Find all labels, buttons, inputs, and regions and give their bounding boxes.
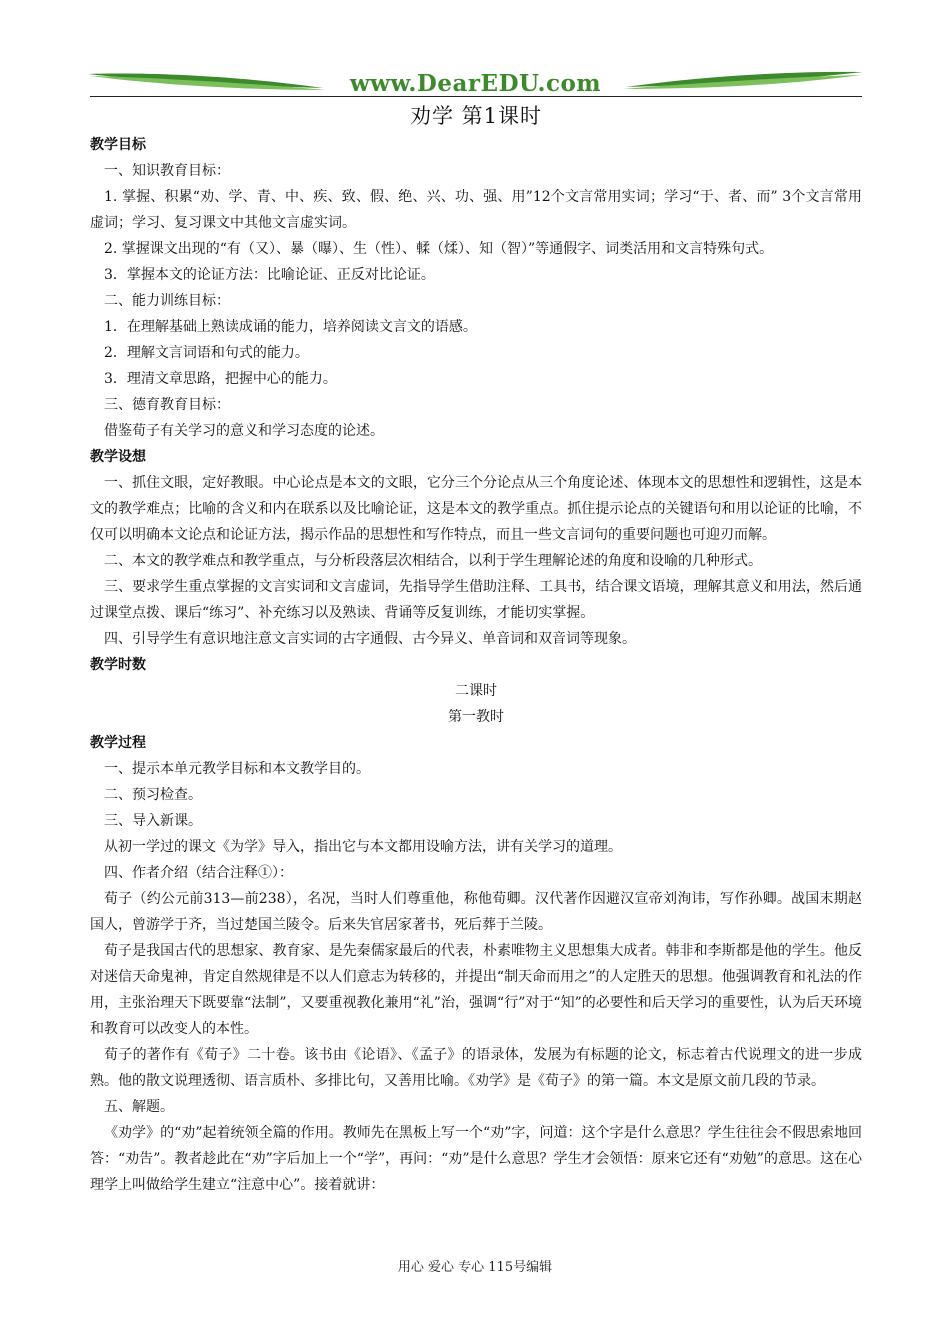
paragraph: 2．理解文言词语和句式的能力。 [104, 345, 309, 361]
header-rule [90, 96, 862, 97]
page-title: 劝学 第1课时 [409, 104, 543, 128]
page-footer: 用心 爱心 专心 115号编辑 [397, 1260, 553, 1275]
lesson-one-label: 第一教时 [448, 709, 504, 725]
paragraph: 四、作者介绍（结合注释①）： [104, 865, 293, 881]
site-logo[interactable]: www.DearEDU.com [349, 70, 602, 97]
paragraph: 二、预习检查。 [104, 787, 202, 803]
section-heading-process: 教学过程 [90, 735, 146, 751]
paragraph: 1. 掌握、积累“劝、学、青、中、疾、致、假、绝、兴、功、强、用”12个文言常用实词；学习“于、者、而” 3个文言常用虚词；学习、复习课文中其他文言虚实词。 [90, 189, 862, 231]
paragraph: 从初一学过的课文《为学》导入，指出它与本文都用设喻方法，讲有关学习的道理。 [104, 839, 622, 855]
section-heading-ideas: 教学设想 [90, 449, 146, 465]
paragraph: 五、解题。 [104, 1099, 174, 1115]
section-heading-goals: 教学目标 [90, 137, 146, 153]
paragraph: 四、引导学生有意识地注意文言实词的古字通假、古今异义、单音词和双音词等现象。 [104, 631, 636, 647]
paragraph: 1．在理解基础上熟读成诵的能力，培养阅读文言文的语感。 [104, 319, 477, 335]
paragraph: 借鉴荀子有关学习的意义和学习态度的论述。 [104, 423, 384, 439]
paragraph: 2. 掌握课文出现的“有（又）、暴（曝）、生（性）、輮（煣）、知（智）”等通假字、词类活用和文言特殊句式。 [104, 241, 774, 257]
paragraph: 3．掌握本文的论证方法：比喻论证、正反对比论证。 [104, 267, 435, 283]
paragraph: 荀子（约公元前313—前238），名况，当时人们尊重他，称他荀卿。汉代著作因避汉宣帝刘洵讳，写作孙卿。战国末期赵国人，曾游学于齐，当过楚国兰陵令。后来失官居家著书，死后葬于兰陵。 [90, 891, 862, 933]
paragraph: 3．理清文章思路，把握中心的能力。 [104, 371, 337, 387]
paragraph: 三、德育教育目标： [104, 397, 230, 413]
paragraph: 二、本文的教学难点和教学重点，与分析段落层次相结合，以利于学生理解论述的角度和设喻的几种形式。 [104, 553, 762, 569]
paragraph: 荀子的著作有《荀子》二十卷。该书由《论语》、《孟子》的语录体，发展为有标题的论文，标志着古代说理文的进一步成熟。他的散文说理透彻、语言质朴、多排比句，又善用比喻。《劝学》是《荀子》的第一篇。本文是原文前几段的节录。 [90, 1047, 862, 1089]
document-body [90, 100, 862, 1198]
paragraph: 一、抓住文眼，定好教眼。中心论点是本文的文眼，它分三个分论点从三个角度论述、体现本文的思想性和逻辑性，这是本文的教学难点；比喻的含义和内在联系以及比喻论证，这是本文的教学重点。抓住提示论点的关键语句和用以论证的比喻，不仅可以明确本文论点和论证方法，揭示作品的思想性和写作特点，而且一些文言词句的重要问题也可迎刃而解。 [90, 475, 862, 543]
paragraph: 一、提示本单元教学目标和本文教学目的。 [104, 761, 370, 777]
section-heading-hours: 教学时数 [90, 657, 146, 673]
paragraph: 三、要求学生重点掌握的文言实词和文言虚词，先指导学生借助注释、工具书，结合课文语境，理解其意义和用法，然后通过课堂点拨、课后“练习”、补充练习以及熟读、背诵等反复训练，才能切实掌握。 [90, 579, 862, 621]
paragraph: 一、知识教育目标： [104, 163, 230, 179]
paragraph: 荀子是我国古代的思想家、教育家、是先秦儒家最后的代表，朴素唯物主义思想集大成者。韩非和李斯都是他的学生。他反对迷信天命鬼神，肯定自然规律是不以人们意志为转移的，并提出“制天命而用之”的人定胜天的思想。他强调教育和礼法的作用，主张治理天下既要靠“法制”，又要重视教化兼用“礼”治，强调“行”对于“知”的必要性和后天学习的重要性，认为后天环境和教育可以改变人的本性。 [90, 943, 862, 1037]
paragraph: 二、能力训练目标： [104, 293, 230, 309]
site-header-banner [88, 68, 863, 98]
total-hours: 二课时 [455, 683, 497, 699]
paragraph: 《劝学》的“劝”起着统领全篇的作用。教师先在黑板上写一个“劝”字，问道：这个字是什么意思？学生往往会不假思索地回答：“劝告”。教者趁此在“劝”字后加上一个“学”，再问：“劝”是什么意思？学生才会领悟：原来它还有“劝勉”的意思。这在心理学上叫做给学生建立“注意中心”。接着就讲： [90, 1125, 862, 1193]
paragraph: 三、导入新课。 [104, 813, 202, 829]
